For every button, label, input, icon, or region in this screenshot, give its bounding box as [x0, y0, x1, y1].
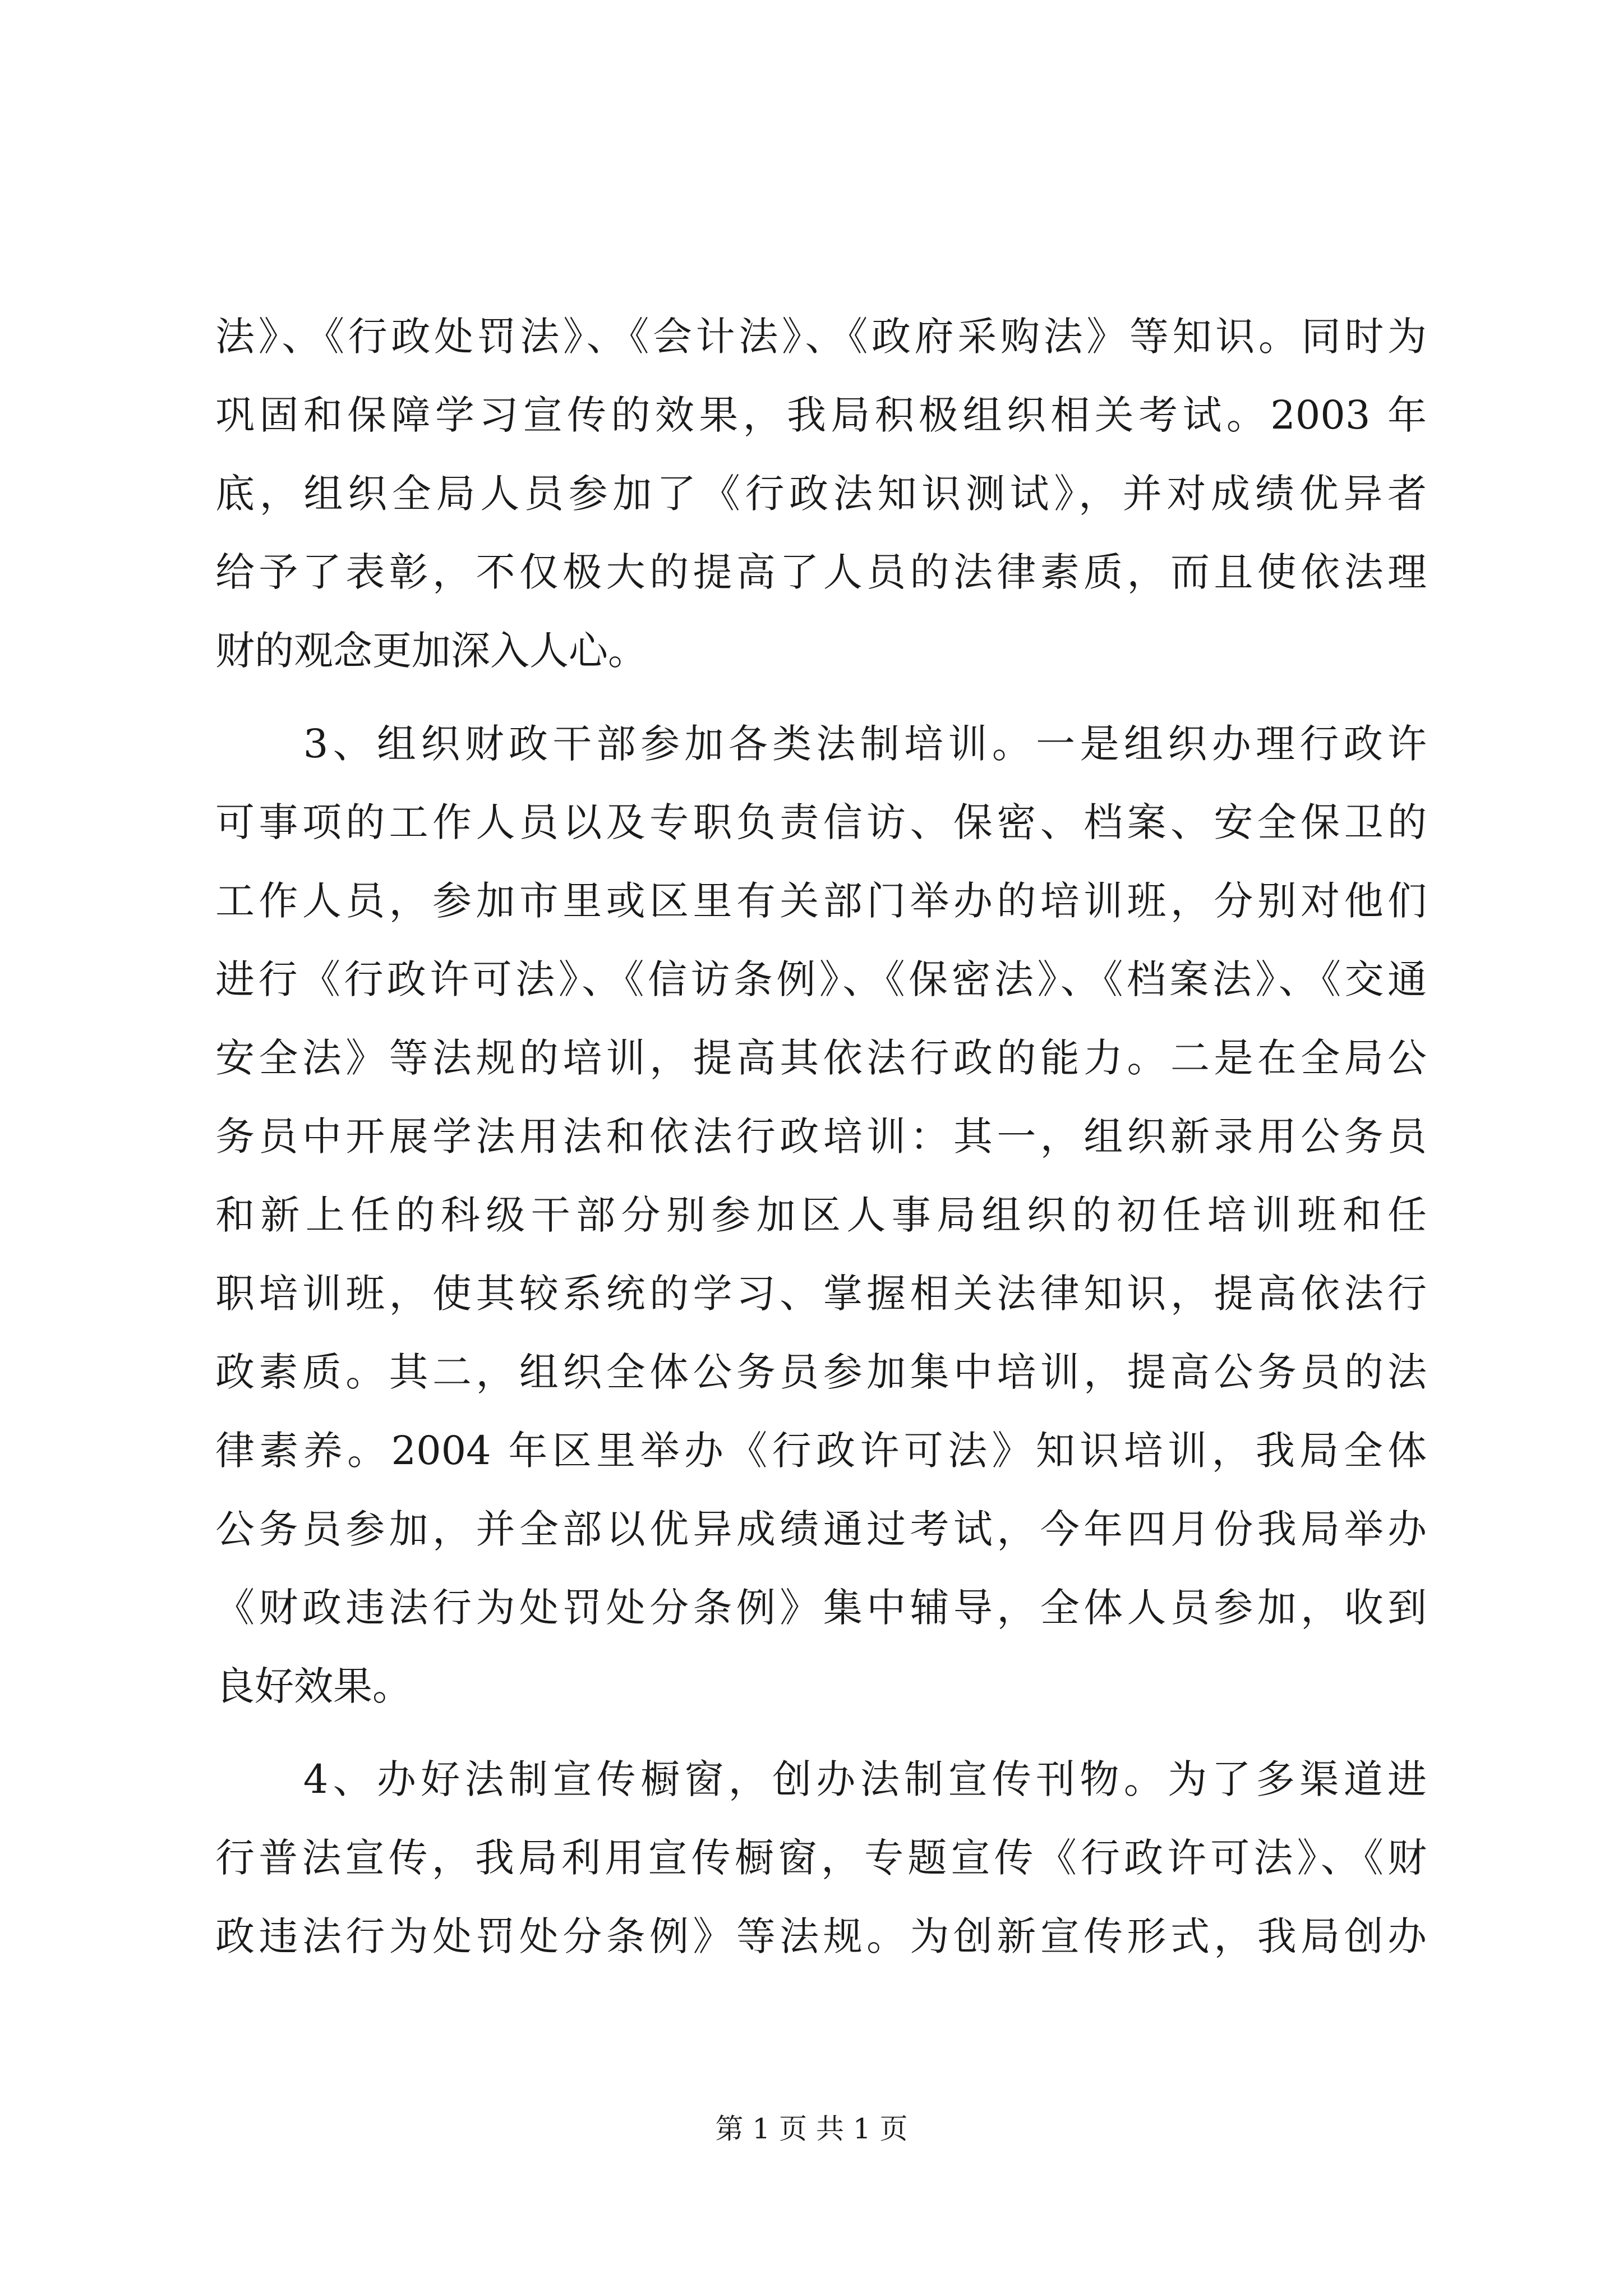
- paragraph-spacer: [215, 690, 1427, 705]
- text-line: 4、办好法制宣传橱窗，创办法制宣传刊物。为了多渠道进: [215, 1756, 1427, 1802]
- text-line: 法》、《行政处罚法》、《会计法》、《政府采购法》等知识。同时为: [215, 314, 1427, 360]
- paragraph-spacer: [215, 1726, 1427, 1740]
- text-line: 职培训班，使其较系统的学习、掌握相关法律知识，提高依法行: [215, 1271, 1427, 1317]
- text-line: 政违法行为处罚处分条例》等法规。为创新宣传形式，我局创办: [215, 1913, 1427, 1959]
- text-line: 可事项的工作人员以及专职负责信访、保密、档案、安全保卫的: [215, 799, 1427, 845]
- text-line: 公务员参加，并全部以优异成绩通过考试，今年四月份我局举办: [215, 1506, 1427, 1552]
- paragraph-3: [215, 1740, 1427, 1976]
- text-line: 行普法宣传，我局利用宣传橱窗，专题宣传《行政许可法》、《财: [215, 1835, 1427, 1881]
- text-line: 律素养。2004 年区里举办《行政许可法》知识培训，我局全体: [215, 1428, 1427, 1474]
- text-line: 3、组织财政干部参加各类法制培训。一是组织办理行政许: [215, 721, 1427, 767]
- text-line: 政素质。其二，组织全体公务员参加集中培训，提高公务员的法: [215, 1349, 1427, 1395]
- text-line: 和新上任的科级干部分别参加区人事局组织的初任培训班和任: [215, 1192, 1427, 1238]
- text-line: 进行《行政许可法》、《信访条例》、《保密法》、《档案法》、《交通: [215, 956, 1427, 1002]
- text-line: 财的观念更加深入人心。: [215, 628, 647, 674]
- text-line: 务员中开展学法用法和依法行政培训：其一，组织新录用公务员: [215, 1114, 1427, 1159]
- text-line: 工作人员，参加市里或区里有关部门举办的培训班，分别对他们: [215, 878, 1427, 924]
- text-line: 巩固和保障学习宣传的效果，我局积极组织相关考试。2003 年: [215, 392, 1427, 438]
- text-line: 底，组织全局人员参加了《行政法知识测试》，并对成绩优异者: [215, 471, 1427, 517]
- page-footer: 第 1 页 共 1 页: [715, 2113, 908, 2145]
- text-line: 给予了表彰，不仅极大的提高了人员的法律素质，而且使依法理: [215, 549, 1427, 595]
- paragraph-2: [215, 705, 1427, 1726]
- text-line: 《财政违法行为处罚处分条例》集中辅导，全体人员参加，收到: [215, 1585, 1427, 1631]
- text-line: 良好效果。: [215, 1663, 412, 1709]
- paragraph-1: [215, 297, 1427, 690]
- text-line: 安全法》等法规的培训，提高其依法行政的能力。二是在全局公: [215, 1035, 1427, 1081]
- document-body: [215, 297, 1427, 1976]
